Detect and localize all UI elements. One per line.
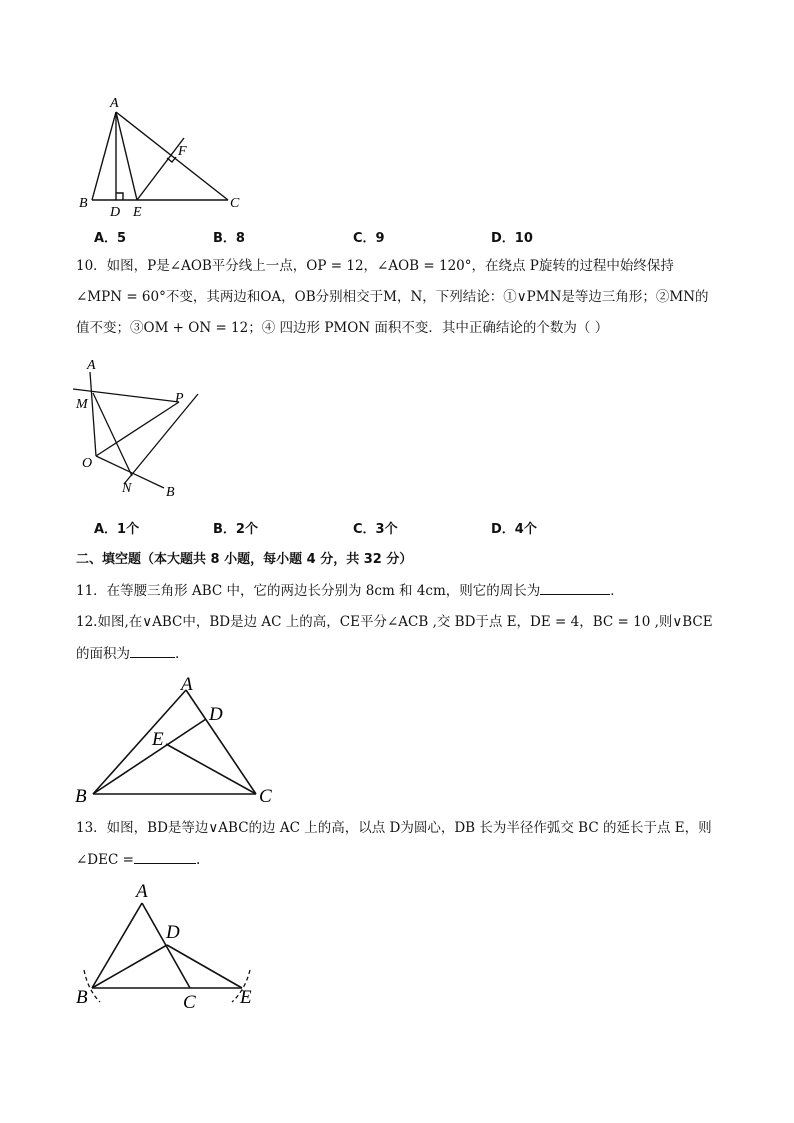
q12-prompt: 的面积为	[76, 646, 130, 662]
label-a: A	[110, 96, 119, 111]
q11-prompt: 11．在等腰三角形 ABC 中，它的两边长分别为 8cm 和 4cm，则它的周长为	[76, 583, 541, 599]
figure-q9	[70, 90, 270, 220]
label-p: P	[175, 391, 184, 406]
figure-q12	[70, 668, 290, 808]
section-heading-fill-in: 二、填空题（本大题共 8 小题，每小题 4 分，共 32 分）	[76, 552, 413, 567]
q10-option-c[interactable]: C．3个	[353, 522, 398, 537]
segment-ce	[166, 744, 256, 794]
label-d: D	[166, 922, 180, 943]
q10-line-3: 值不变；③OM + ON = 12；④ 四边形 PMON 面积不变．其中正确结论的个数为（ ）	[76, 320, 609, 336]
q10-line-2: ∠MPN = 60°不变，其两边和OA，OB分别相交于M，N，下列结论：①∨PMN是等边三角形；②MN的	[76, 289, 709, 305]
label-b: B	[75, 786, 87, 807]
q9-option-b[interactable]: B．8	[213, 231, 245, 246]
q11-answer-blank[interactable]	[540, 580, 610, 595]
label-b: B	[76, 987, 88, 1008]
line-mp	[73, 389, 179, 402]
label-d: D	[209, 704, 223, 725]
label-c: C	[259, 786, 272, 807]
q13-line-2	[76, 849, 200, 870]
label-o: O	[82, 456, 93, 471]
q10-line-1: 10．如图，P是∠AOB平分线上一点，OP = 12，∠AOB = 120°，在绕点 P旋转的过程中始终保持	[76, 258, 674, 274]
q12-suffix: .	[175, 646, 180, 662]
q10-option-b[interactable]: B．2个	[213, 522, 258, 537]
label-f: F	[178, 144, 187, 159]
q13-prompt: ∠DEC =	[76, 852, 134, 868]
q11-suffix: ．	[610, 583, 624, 599]
label-d: D	[110, 205, 121, 220]
segment-bd	[92, 945, 167, 988]
segment-op	[96, 402, 179, 456]
label-e: E	[152, 729, 164, 750]
label-a: A	[87, 358, 96, 373]
label-b: B	[79, 196, 88, 211]
segment-ab	[92, 112, 116, 200]
q9-option-c[interactable]: C．9	[353, 231, 385, 246]
q13-line-1: 13．如图，BD是等边∨ABC的边 AC 上的高，以点 D为圆心，DB 长为半径作弧交 BC 的延长于点 E，则	[76, 820, 712, 836]
label-e: E	[240, 987, 252, 1008]
q13-answer-blank[interactable]	[134, 849, 196, 864]
label-c: C	[230, 196, 240, 211]
label-a: A	[181, 674, 193, 695]
q9-option-d[interactable]: D．10	[491, 231, 533, 246]
q13-suffix: .	[195, 852, 201, 868]
figure-q10	[70, 350, 210, 500]
q10-option-a[interactable]: A．1个	[94, 522, 140, 537]
label-m: M	[76, 397, 88, 412]
segment-ab	[92, 903, 142, 988]
label-b: B	[166, 485, 175, 500]
segment-ac	[116, 112, 228, 200]
q11-text	[76, 580, 624, 601]
q12-answer-blank[interactable]	[130, 643, 175, 658]
line-pn	[124, 394, 198, 484]
q9-option-a[interactable]: A．5	[94, 231, 127, 246]
label-e: E	[133, 205, 142, 220]
q10-option-d[interactable]: D．4个	[491, 522, 537, 537]
right-angle-d	[116, 193, 123, 200]
figure-q13	[70, 876, 270, 1016]
ray-oa	[90, 372, 96, 456]
label-n: N	[122, 481, 132, 496]
q12-line-2	[76, 643, 179, 664]
label-c: C	[183, 992, 196, 1013]
label-a: A	[136, 881, 148, 902]
q12-line-1: 12.如图,在∨ABC中，BD是边 AC 上的高，CE平分∠ACB ,交 BD于点 E，DE = 4，BC = 10 ,则∨BCE	[76, 614, 713, 630]
